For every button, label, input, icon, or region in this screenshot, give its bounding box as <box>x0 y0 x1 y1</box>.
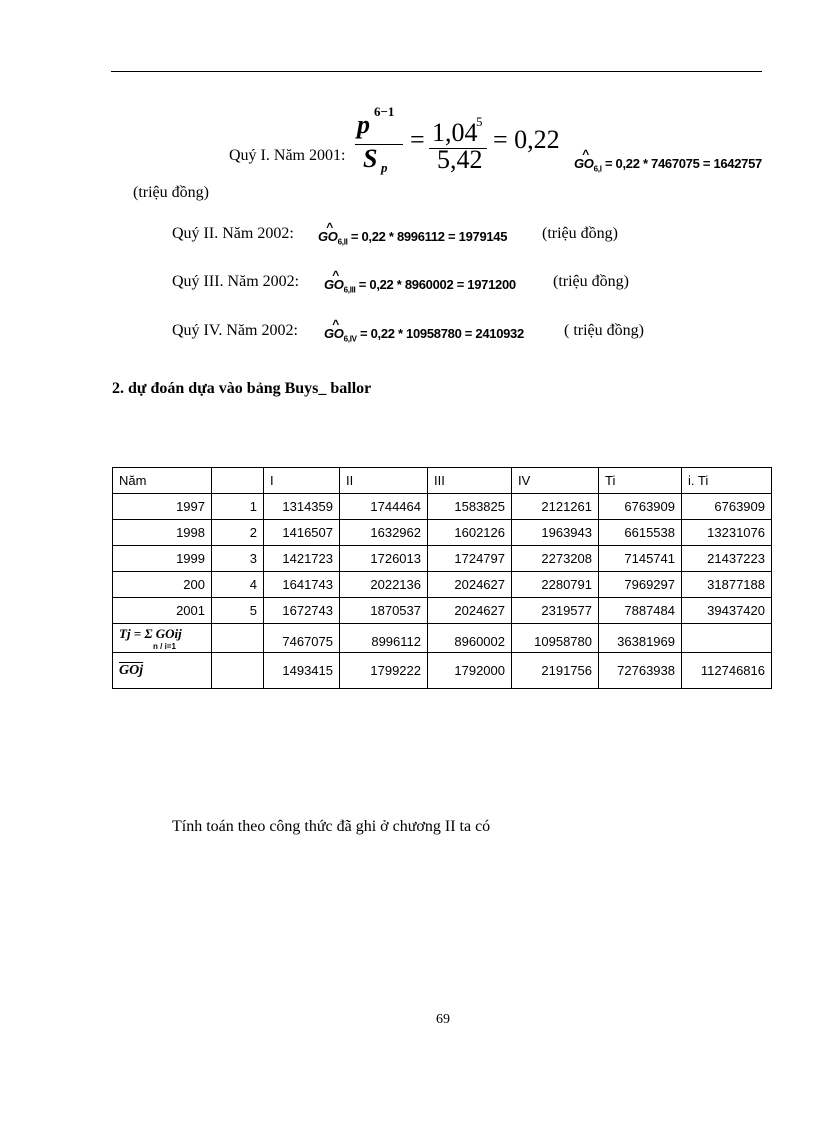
table-cell: 2273208 <box>512 546 599 572</box>
table-cell: 1999 <box>113 546 212 572</box>
table-cell: 31877188 <box>682 572 772 598</box>
q3-formula-sub: 6,III <box>343 285 356 295</box>
formula-result: = 0,22 <box>493 125 560 154</box>
closing-text: Tính toán theo công thức đã ghi ở chương II ta có <box>172 818 491 835</box>
table-cell <box>682 624 772 653</box>
q2-formula-sub: 6,II <box>337 237 348 247</box>
table-cell <box>212 653 264 689</box>
table-cell: 36381969 <box>599 624 682 653</box>
table-header-cell: III <box>428 468 512 494</box>
table-header-cell: IV <box>512 468 599 494</box>
table-cell: 2001 <box>113 598 212 624</box>
table-header-cell <box>212 468 264 494</box>
q4-formula-rhs: = 0,22 * 10958780 = 2410932 <box>359 326 524 341</box>
table-cell: 2 <box>212 520 264 546</box>
table-cell: 2024627 <box>428 598 512 624</box>
table-row-tj <box>113 624 772 653</box>
table-cell: 21437223 <box>682 546 772 572</box>
table-cell: 4 <box>212 572 264 598</box>
table-cell: 1416507 <box>264 520 340 546</box>
q4-formula-lhs: ^ GO <box>324 326 344 341</box>
q4-formula <box>324 326 524 344</box>
table-cell: 1792000 <box>428 653 512 689</box>
formula-ratio-exp: 5 <box>476 114 483 129</box>
formula-ratio-num: 1,04 <box>432 118 478 147</box>
formula-p: p <box>357 110 370 139</box>
table-header-cell: Ti <box>599 468 682 494</box>
q4-label: Quý IV. Năm 2002: <box>172 322 298 339</box>
q2-label: Quý II. Năm 2002: <box>172 225 294 242</box>
table-row <box>113 598 772 624</box>
tj-formula: Tj = Σ GOij <box>119 625 182 641</box>
q2-unit: (triệu đồng) <box>542 225 618 242</box>
page-number: 69 <box>436 1012 450 1027</box>
table-cell <box>212 624 264 653</box>
table-cell: 1 <box>212 494 264 520</box>
table-row <box>113 520 772 546</box>
table-row <box>113 494 772 520</box>
formula-p-exp: 6−1 <box>374 104 395 119</box>
table-header-cell: II <box>340 468 428 494</box>
table-cell: 6763909 <box>599 494 682 520</box>
table-header-cell: i. Ti <box>682 468 772 494</box>
tj-sum-limits: n / i=1 <box>153 641 176 651</box>
table-cell: 1724797 <box>428 546 512 572</box>
table-cell: 7887484 <box>599 598 682 624</box>
table-header-row <box>113 468 772 494</box>
tj-label-cell <box>113 624 212 653</box>
table-cell: 1583825 <box>428 494 512 520</box>
table-cell: 7467075 <box>264 624 340 653</box>
table-cell: 2121261 <box>512 494 599 520</box>
q3-label: Quý III. Năm 2002: <box>172 273 300 290</box>
table-cell: 8960002 <box>428 624 512 653</box>
table-row <box>113 572 772 598</box>
table-cell: 2024627 <box>428 572 512 598</box>
table-cell: 1421723 <box>264 546 340 572</box>
table-row <box>113 546 772 572</box>
table-header-cell: Năm <box>113 468 212 494</box>
tj-sum-bottom: i=1 <box>164 641 176 651</box>
table-row-goj <box>113 653 772 689</box>
table-cell: 1726013 <box>340 546 428 572</box>
table-cell: 2319577 <box>512 598 599 624</box>
table-cell: 13231076 <box>682 520 772 546</box>
table-cell: 1997 <box>113 494 212 520</box>
q1-unit: (triệu đồng) <box>133 184 209 201</box>
tj-sum-top: n <box>153 641 158 651</box>
table-cell: 5 <box>212 598 264 624</box>
table-cell: 1602126 <box>428 520 512 546</box>
table-cell: 200 <box>113 572 212 598</box>
table-cell: 2022136 <box>340 572 428 598</box>
q3-formula-rhs: = 0,22 * 8960002 = 1971200 <box>358 277 516 292</box>
formula-s-sub: p <box>381 160 388 175</box>
goj-label-cell <box>113 653 212 689</box>
q4-unit: ( triệu đồng) <box>564 322 644 339</box>
goj-label: $\overline{GOj}$ <box>119 663 144 678</box>
table-cell: 112746816 <box>682 653 772 689</box>
table-cell: 3 <box>212 546 264 572</box>
table-cell: 1963943 <box>512 520 599 546</box>
q3-formula-lhs: ^ GO <box>324 277 344 292</box>
table-cell: 10958780 <box>512 624 599 653</box>
table-cell: 1744464 <box>340 494 428 520</box>
table-cell: 8996112 <box>340 624 428 653</box>
q1-formula-rhs: = 0,22 * 7467075 = 1642757 <box>604 156 762 171</box>
q3-formula <box>324 277 516 295</box>
table-cell: 7145741 <box>599 546 682 572</box>
table-cell: 1672743 <box>264 598 340 624</box>
table-cell: 72763938 <box>599 653 682 689</box>
q2-formula <box>318 229 507 247</box>
q2-formula-rhs: = 0,22 * 8996112 = 1979145 <box>350 229 508 244</box>
table-cell: 2280791 <box>512 572 599 598</box>
table-cell: 6763909 <box>682 494 772 520</box>
table-cell: 1314359 <box>264 494 340 520</box>
table-cell: 1641743 <box>264 572 340 598</box>
q2-formula-lhs: ^ GO <box>318 229 338 244</box>
table-cell: 1493415 <box>264 653 340 689</box>
table-cell: 1998 <box>113 520 212 546</box>
formula-s: S <box>363 144 378 173</box>
table-cell: 7969297 <box>599 572 682 598</box>
q3-unit: (triệu đồng) <box>553 273 629 290</box>
q1-formula-lhs: ^ GO <box>574 156 594 171</box>
table-cell: 39437420 <box>682 598 772 624</box>
q4-formula-sub: 6,IV <box>343 334 357 344</box>
section-heading: 2. dự đoán dựa vào bảng Buys_ ballor <box>112 380 372 397</box>
table-cell: 1870537 <box>340 598 428 624</box>
q1-label: Quý I. Năm 2001: <box>229 147 346 164</box>
table-header-cell: I <box>264 468 340 494</box>
formula-equals: = <box>410 125 425 154</box>
table-cell: 1632962 <box>340 520 428 546</box>
table-cell: 2191756 <box>512 653 599 689</box>
buys-ballot-table <box>112 467 772 689</box>
table-cell: 6615538 <box>599 520 682 546</box>
q1-formula-sub: 6,I <box>593 164 602 174</box>
formula-ratio-den: 5,42 <box>437 145 483 174</box>
header-rule <box>111 71 762 72</box>
q1-formula <box>574 156 762 174</box>
table-cell: 1799222 <box>340 653 428 689</box>
